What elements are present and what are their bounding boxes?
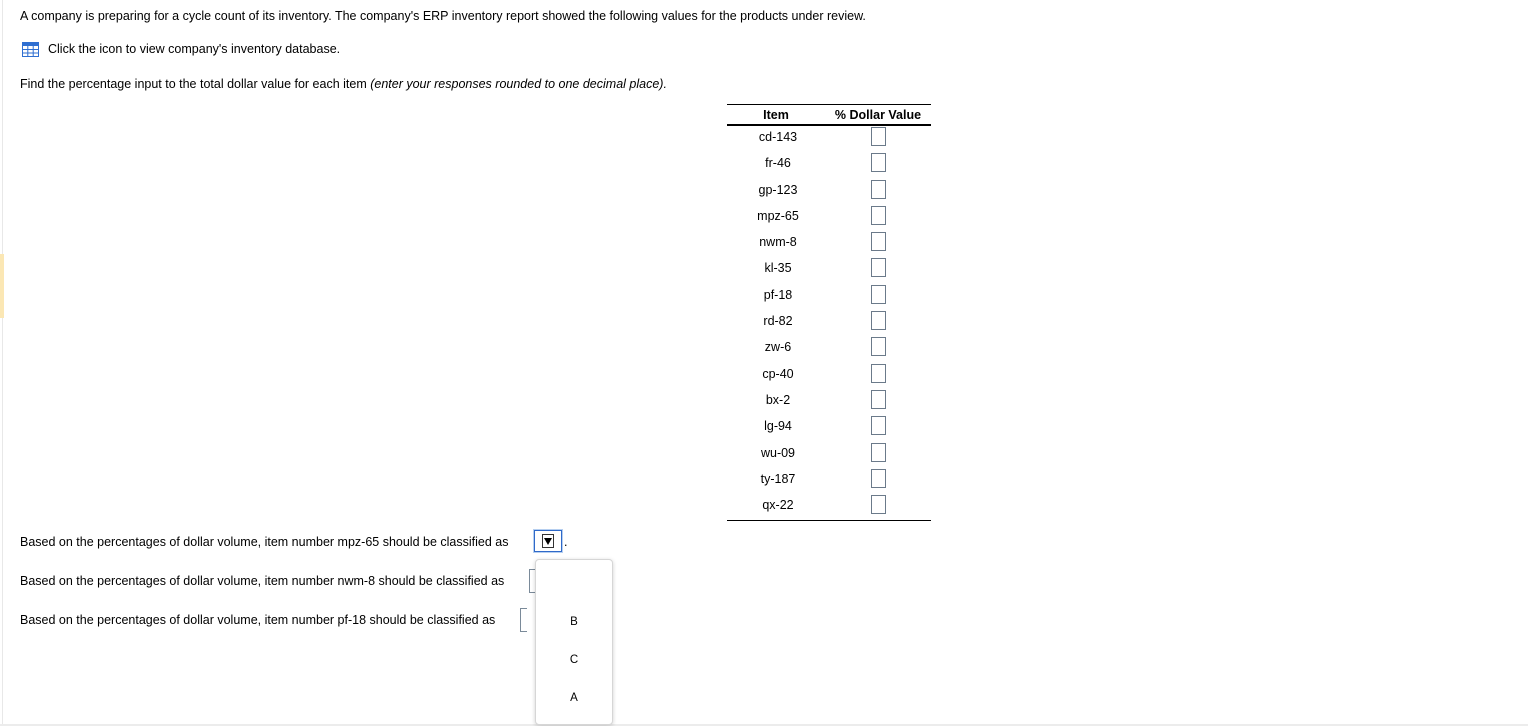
dropdown-option-a[interactable]: A bbox=[570, 692, 578, 704]
side-highlight-marker bbox=[0, 254, 4, 318]
page-left-border bbox=[2, 0, 3, 726]
item-code: kl-35 bbox=[764, 261, 792, 276]
instruction-text bbox=[20, 77, 667, 91]
database-link-label[interactable]: Click the icon to view company's inventory database. bbox=[48, 42, 341, 56]
problem-intro-text: A company is preparing for a cycle count of its inventory. The company's ERP inventory report showed the following values for the products under review. bbox=[20, 9, 866, 23]
table-row bbox=[727, 152, 931, 178]
table-row bbox=[727, 494, 931, 520]
table-row bbox=[727, 442, 931, 468]
dollar-value-input[interactable] bbox=[871, 416, 886, 435]
inventory-database-link[interactable] bbox=[22, 41, 340, 57]
table-row bbox=[727, 257, 931, 283]
column-header-item: Item bbox=[763, 108, 789, 122]
dollar-value-input[interactable] bbox=[871, 337, 886, 356]
item-code: nwm-8 bbox=[759, 235, 797, 250]
table-row bbox=[727, 468, 931, 494]
item-code: qx-22 bbox=[762, 498, 794, 513]
column-header-dollar-value: % Dollar Value bbox=[834, 108, 922, 122]
item-code: fr-46 bbox=[765, 156, 791, 171]
item-code: mpz-65 bbox=[757, 208, 799, 223]
item-code: cd-143 bbox=[758, 130, 798, 144]
item-code: rd-82 bbox=[763, 314, 793, 329]
dollar-value-input[interactable] bbox=[871, 232, 886, 251]
table-row bbox=[727, 126, 931, 152]
table-row bbox=[727, 284, 931, 310]
instruction-main: Find the percentage input to the total dollar value for each item bbox=[20, 77, 371, 91]
item-code: bx-2 bbox=[765, 392, 791, 407]
table-row bbox=[727, 205, 931, 231]
classification-select-pf-18[interactable] bbox=[520, 608, 527, 632]
question-pf-18: Based on the percentages of dollar volume, item number pf-18 should be classified as bbox=[20, 613, 496, 627]
dollar-value-input[interactable] bbox=[871, 311, 886, 330]
table-row bbox=[727, 363, 931, 389]
classification-select-mpz-65[interactable] bbox=[534, 530, 562, 552]
dollar-value-input[interactable] bbox=[871, 285, 886, 304]
dollar-value-input[interactable] bbox=[871, 127, 886, 146]
instruction-italic-note: (enter your responses rounded to one decimal place). bbox=[370, 77, 667, 91]
dollar-value-input[interactable] bbox=[871, 364, 886, 383]
dollar-value-input[interactable] bbox=[871, 469, 886, 488]
table-row bbox=[727, 179, 931, 205]
dollar-value-input[interactable] bbox=[871, 206, 886, 225]
spreadsheet-grid-icon[interactable] bbox=[22, 42, 39, 57]
item-code: lg-94 bbox=[764, 419, 792, 434]
dollar-value-input[interactable] bbox=[871, 153, 886, 172]
item-code: zw-6 bbox=[764, 340, 792, 355]
item-code: gp-123 bbox=[758, 182, 798, 197]
sentence-period: . bbox=[564, 535, 568, 549]
dollar-value-input[interactable] bbox=[871, 180, 886, 199]
table-row bbox=[727, 310, 931, 336]
dollar-value-input[interactable] bbox=[871, 443, 886, 462]
question-mpz-65: Based on the percentages of dollar volume, item number mpz-65 should be classified as bbox=[20, 535, 509, 549]
item-code: cp-40 bbox=[762, 366, 794, 381]
dropdown-option-c[interactable]: C bbox=[569, 654, 579, 666]
classification-dropdown-menu[interactable] bbox=[535, 559, 613, 725]
dollar-value-input[interactable] bbox=[871, 390, 886, 409]
table-header-row bbox=[727, 105, 931, 126]
table-row bbox=[727, 336, 931, 362]
dollar-value-input[interactable] bbox=[871, 258, 886, 277]
dollar-value-table bbox=[727, 104, 931, 521]
table-row bbox=[727, 415, 931, 441]
dollar-value-input[interactable] bbox=[871, 495, 886, 514]
table-row bbox=[727, 389, 931, 415]
item-code: ty-187 bbox=[760, 471, 796, 486]
table-row bbox=[727, 231, 931, 257]
dropdown-option-b[interactable]: B bbox=[570, 616, 578, 628]
question-nwm-8: Based on the percentages of dollar volume, item number nwm-8 should be classified as bbox=[20, 574, 505, 588]
item-code: pf-18 bbox=[763, 287, 793, 302]
item-code: wu-09 bbox=[760, 445, 796, 460]
dropdown-arrow-icon[interactable] bbox=[542, 534, 554, 548]
